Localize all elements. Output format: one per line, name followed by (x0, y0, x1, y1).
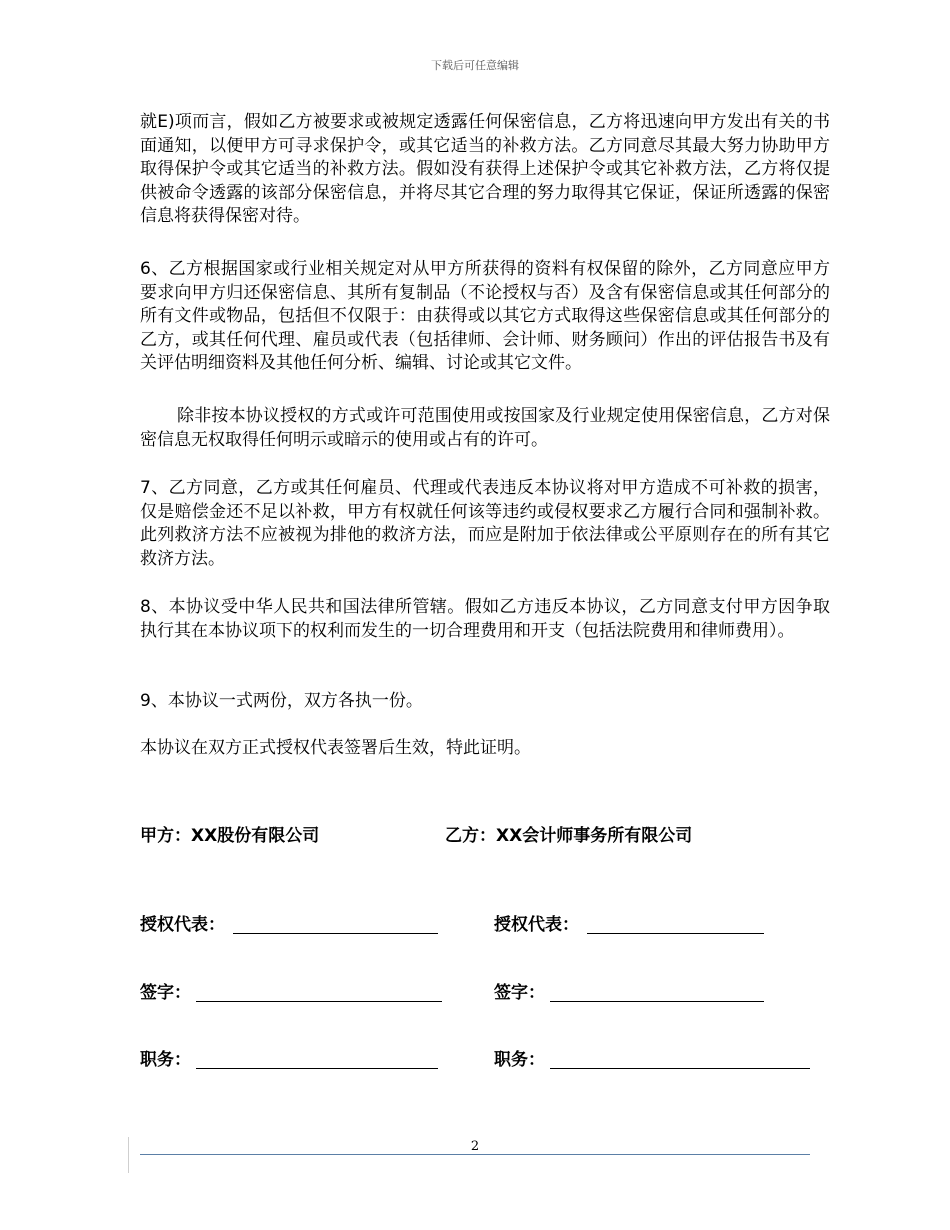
party-a-title-line (196, 1068, 438, 1069)
party-b-title-line (550, 1068, 810, 1069)
paragraph-clause-9: 9、本协议一式两份，双方各执一份。 (140, 691, 423, 711)
party-b-name: 乙方：XX会计师事务所有限公司 (445, 826, 693, 846)
paragraph-clause-6-continued: 除非按本协议授权的方式或许可范围使用或按国家及行业规定使用保密信息，乙方对保密信息无权取得任何明示或暗示的使用或占有的许可。 (140, 406, 830, 450)
party-b-sign-label: 签字： (494, 983, 545, 1003)
paragraph-confidential-disclosure: 就E)项而言，假如乙方被要求或被规定透露任何保密信息，乙方将迅速向甲方发出有关的书面通知，以便甲方可寻求保护令，或其它适当的补救方法。乙方同意尽其最大努力协助甲方取得保护令或其它适当的补救方法。假如没有获得上述保护令或其它补救方法，乙方将仅提供被命令透露的该部分保密信息，并将尽其它合理的努力取得其它保证，保证所透露的保密信息将获得保密对待。 (140, 112, 830, 226)
party-a-rep-line (233, 933, 438, 934)
party-a-sign-label: 签字： (140, 983, 191, 1003)
footer-rule (140, 1154, 810, 1155)
paragraph-clause-6: 6、乙方根据国家或行业相关规定对从甲方所获得的资料有权保留的除外，乙方同意应甲方要求向甲方归还保密信息、其所有复制品（不论授权与否）及含有保密信息或其任何部分的所有文件或物品，包括但不仅限于：由获得或以其它方式取得这些保密信息或其任何部分的乙方，或其任何代理、雇员或代表（包括律师、会计师、财务顾问）作出的评估报告书及有关评估明细资料及其他任何分析、编辑、讨论或其它文件。 (140, 259, 830, 373)
party-b-sign-line (550, 1001, 764, 1002)
paragraph-effective: 本协议在双方正式授权代表签署后生效，特此证明。 (140, 738, 531, 758)
party-b-rep-label: 授权代表： (494, 915, 579, 935)
party-a-sign-line (196, 1001, 442, 1002)
party-a-rep-label: 授权代表： (140, 915, 225, 935)
party-b-rep-line (587, 933, 764, 934)
paragraph-clause-7: 7、乙方同意，乙方或其任何雇员、代理或代表违反本协议将对甲方造成不可补救的损害，仅是赔偿金还不足以补救，甲方有权就任何该等违约或侵权要求乙方履行合同和强制补救。此列救济方法不应被视为排他的救济方法，而应是附加于依法律或公平原则存在的所有其它救济方法。 (140, 478, 830, 569)
party-a-title-label: 职务： (140, 1050, 191, 1070)
page-header: 下载后可任意编辑 (431, 59, 519, 72)
party-b-title-label: 职务： (494, 1050, 545, 1070)
party-a-name: 甲方：XX股份有限公司 (140, 826, 320, 846)
paragraph-clause-8: 8、本协议受中华人民共和国法律所管辖。假如乙方违反本协议，乙方同意支付甲方因争取执行其在本协议项下的权利而发生的一切合理费用和开支（包括法院费用和律师费用）。 (140, 597, 830, 641)
page-number: 2 (470, 1139, 480, 1154)
